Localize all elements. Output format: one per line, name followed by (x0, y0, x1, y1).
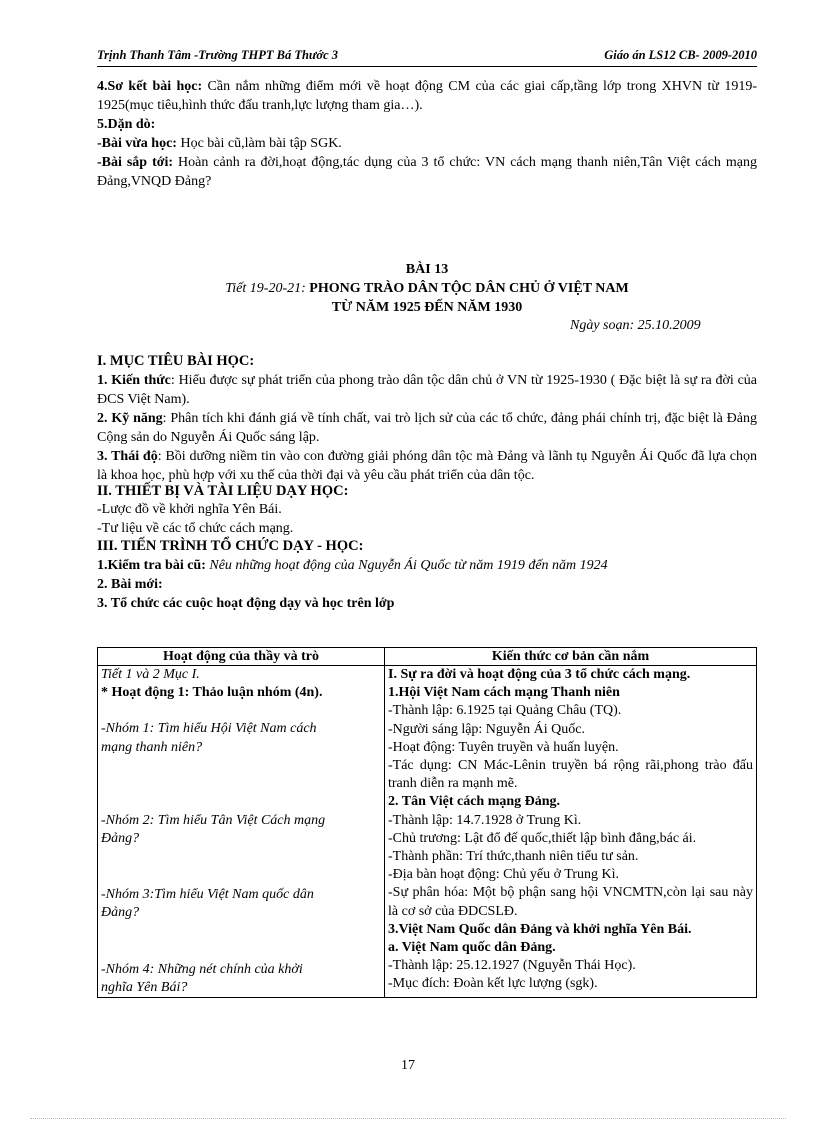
summary-text: Cần nắm những điểm mới về hoạt động CM của các giai cấp,tầng lớp trong XHVN từ 1919-1925(mục tiêu,hình thức đấu tranh,lực lượng tham gia…). (97, 79, 757, 113)
equipment-title: II. THIẾT BỊ VÀ TÀI LIỆU DẠY HỌC: (97, 483, 349, 499)
table-header-activities: Hoạt động của thầy và trò (98, 648, 385, 666)
activity-1-line: * Hoạt động 1: Thảo luận nhóm (4n). (101, 685, 323, 701)
table-header-row (98, 648, 757, 666)
org-3-founded: -Thành lập: 25.12.1927 (Nguyễn Thái Học). (388, 958, 636, 974)
header-course: Giáo án LS12 CB- 2009-2010 (604, 48, 757, 62)
org-1-effect: -Tác dụng: CN Mác-Lênin truyền bá rộng rãi,phong trào đấu tranh diễn ra mạnh mẽ. (388, 758, 753, 792)
knowledge-cell (385, 666, 757, 998)
check-text: Nêu những hoạt động của Nguyễn Ái Quốc từ năm 1919 đến năm 1924 (205, 558, 608, 573)
table-row (98, 666, 757, 998)
org-1-heading: 1.Hội Việt Nam cách mạng Thanh niên (388, 685, 620, 701)
objectives-title: I. MỤC TIÊU BÀI HỌC: (97, 353, 255, 369)
summary-paragraph (97, 77, 757, 115)
studied-text: Học bài cũ,làm bài tập SGK. (176, 136, 342, 151)
next-label: -Bài sắp tới: (97, 155, 174, 170)
lesson-periods: Tiết 19-20-21: (225, 281, 306, 296)
org-2-founded: -Thành lập: 14.7.1928 ở Trung Kì. (388, 812, 582, 828)
group-3-line-b: Đảng? (101, 905, 140, 921)
org-3-purpose: -Mục đích: Đoàn kết lực lượng (sgk). (388, 976, 598, 992)
section-1-heading: I. Sự ra đời và hoạt động của 3 tổ chức cách mạng. (388, 667, 691, 682)
org-2-members: -Thành phần: Trí thức,thanh niên tiểu tư sản. (388, 849, 639, 865)
equipment-item-2: -Tư liệu về các tổ chức cách mạng. (97, 521, 294, 536)
page-header (97, 48, 757, 66)
lesson-heading2: TỪ NĂM 1925 ĐẾN NĂM 1930 (331, 300, 523, 315)
group-4-line-a: -Nhóm 4: Những nét chính của khởi (101, 961, 303, 977)
page-number: 17 (401, 1058, 415, 1073)
organize-label: 3. Tổ chức các cuộc hoạt động dạy và học trên lớp (97, 596, 395, 611)
period-line: Tiết 1 và 2 Mục I. (101, 667, 200, 682)
header-rule (97, 66, 757, 67)
group-3-line-a: -Nhóm 3:Tìm hiểu Việt Nam quốc dân (101, 887, 314, 903)
new-lesson-label: 2. Bài mới: (97, 577, 163, 592)
group-1-line-b: mạng thanh niên? (101, 739, 203, 755)
next-text: Hoàn cảnh ra đời,hoạt động,tác dụng của 3 tổ chức: VN cách mạng thanh niên,Tân Việt cách mạng Đảng,VNQD Đảng? (97, 155, 757, 189)
equipment-item-1: -Lược đồ về khởi nghĩa Yên Bái. (97, 502, 282, 517)
skill-text: : Phân tích khi đánh giá về tính chất, vai trò lịch sử của các tổ chức, đảng phái chính trị, đặc biệt là Đảng Cộng sản do Nguyễn Ái Quốc sáng lập. (97, 411, 757, 445)
activities-cell (98, 666, 385, 998)
org-2-area: -Địa bàn hoạt động: Chủ yếu ở Trung Kì. (388, 867, 620, 883)
org-1-founded: -Thành lập: 6.1925 tại Quảng Châu (TQ). (388, 703, 622, 719)
org-2-heading: 2. Tân Việt cách mạng Đảng. (388, 794, 561, 810)
lesson-number: BÀI 13 (405, 262, 449, 277)
studied-line (97, 134, 757, 153)
summary-label: 4.Sơ kết bài học: (97, 79, 203, 94)
check-label: 1.Kiểm tra bài cũ: (97, 558, 206, 573)
next-lesson-paragraph (97, 153, 757, 191)
attitude-text: : Bồi dưỡng niềm tin vào con đường giải phóng dân tộc mà Đảng và lãnh tụ Nguyễn Ái Quốc đã lựa chọn là khoa học, phù hợp với xu thế của thời đại và yêu cầu phát triển của dân tộc. (97, 449, 758, 483)
studied-label: -Bài vừa học: (97, 136, 177, 151)
group-1-line-a: -Nhóm 1: Tìm hiểu Hội Việt Nam cách (101, 721, 317, 737)
header-author: Trịnh Thanh Tâm -Trường THPT Bá Thước 3 (97, 48, 339, 62)
skill-label: 2. Kỹ năng (97, 411, 163, 426)
attitude-label: 3. Thái độ (97, 449, 158, 464)
group-2-line-a: -Nhóm 2: Tìm hiểu Tân Việt Cách mạng (101, 812, 326, 828)
knowledge-text: : Hiểu được sự phát triển của phong trào dân tộc dân chủ ở VN từ 1925-1930 ( Đặc biệt là sự ra đời của ĐCS Việt Nam). (97, 373, 758, 407)
check-line (97, 556, 757, 575)
attitude-paragraph (97, 447, 757, 485)
homework-title: 5.Dặn dò: (97, 117, 156, 132)
knowledge-paragraph (97, 371, 757, 409)
group-2-line-b: Đảng? (101, 831, 140, 847)
knowledge-label: 1. Kiến thức (97, 373, 171, 388)
org-2-policy: -Chủ trương: Lật đổ đế quốc,thiết lập bình đẳng,bác ái. (388, 830, 697, 846)
skill-paragraph (97, 409, 757, 447)
group-4-line-b: nghĩa Yên Bái? (101, 979, 188, 995)
table-header-knowledge: Kiến thức cơ bản cần nắm (385, 648, 757, 666)
lesson-heading1: PHONG TRÀO DÂN TỘC DÂN CHỦ Ở VIỆT NAM (305, 281, 629, 296)
org-1-founder: -Người sáng lập: Nguyễn Ái Quốc. (388, 721, 585, 737)
lesson-date: Ngày soạn: 25.10.2009 (570, 318, 701, 333)
lesson-table (97, 647, 757, 998)
org-2-split: -Sự phân hóa: Một bộ phận sang hội VNCMTN,còn lại sau này là cơ sở của ĐDCSLĐ. (388, 885, 753, 919)
page-bottom-border (30, 1118, 786, 1119)
process-title: III. TIẾN TRÌNH TỔ CHỨC DẠY - HỌC: (97, 538, 364, 554)
org-3-heading: 3.Việt Nam Quốc dân Đảng và khởi nghĩa Yên Bái. (388, 921, 692, 937)
org-1-activity: -Hoạt động: Tuyên truyền và huấn luyện. (388, 739, 619, 755)
lesson-heading-line1 (97, 281, 757, 297)
org-3-subheading: a. Việt Nam quốc dân Đảng. (388, 940, 556, 956)
